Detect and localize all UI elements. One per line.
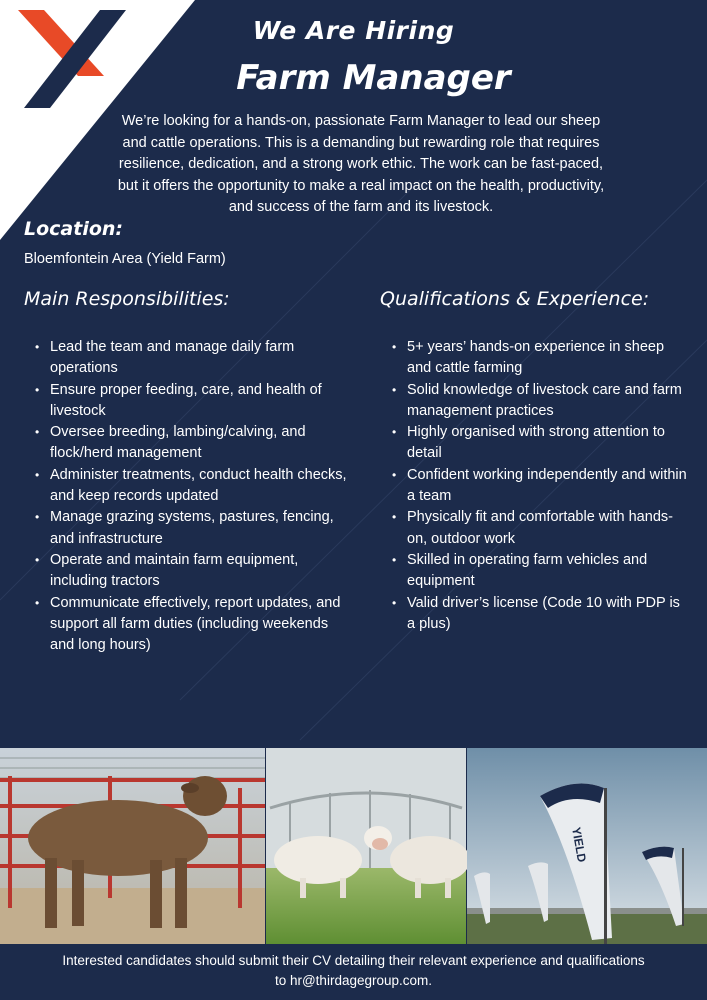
- list-item: • Solid knowledge of livestock care and farm management practices: [392, 380, 692, 423]
- list-item: • Valid driver’s license (Code 10 with PDP is a plus): [392, 593, 692, 636]
- list-item: • Lead the team and manage daily farm operations: [35, 337, 350, 380]
- list-item: • Manage grazing systems, pastures, fencing, and infrastructure: [35, 507, 350, 550]
- list-item: • Ensure proper feeding, care, and health of livestock: [35, 380, 350, 423]
- list-item: • Operate and maintain farm equipment, including tractors: [35, 550, 350, 593]
- responsibilities-list: [35, 337, 350, 656]
- hiring-eyebrow: We Are Hiring: [252, 16, 455, 45]
- event-flags-photo: [467, 748, 707, 944]
- flag-banner-text: YIELD: [569, 826, 589, 864]
- location-heading: Location:: [24, 218, 124, 240]
- responsibilities-heading: Main Responsibilities:: [24, 288, 230, 310]
- list-item: • Communicate effectively, report updates, and support all farm duties (including weekends and long hours): [35, 593, 350, 657]
- list-item: • Highly organised with strong attention to detail: [392, 422, 692, 465]
- list-item: • Physically fit and comfortable with hands-on, outdoor work: [392, 507, 692, 550]
- photo-strip: [0, 748, 707, 944]
- location-value: Bloemfontein Area (Yield Farm): [24, 251, 226, 267]
- list-item: • Skilled in operating farm vehicles and equipment: [392, 550, 692, 593]
- application-instructions-line: Interested candidates should submit their CV detailing their relevant experience and qualifications: [62, 953, 645, 968]
- list-item: • 5+ years’ hands-on experience in sheep and cattle farming: [392, 337, 692, 380]
- list-item: • Oversee breeding, lambing/calving, and flock/herd management: [35, 422, 350, 465]
- list-item: • Confident working independently and within a team: [392, 465, 692, 508]
- application-email: to hr@thirdagegroup.com.: [274, 972, 433, 988]
- job-title: Farm Manager: [236, 58, 511, 98]
- white-sheep-photo: [266, 748, 470, 944]
- application-instructions: [30, 951, 677, 990]
- qualifications-list: [392, 337, 692, 635]
- list-item: • Administer treatments, conduct health checks, and keep records updated: [35, 465, 350, 508]
- qualifications-heading: Qualifications & Experience:: [380, 288, 650, 310]
- sheep-pen-photo: [0, 748, 265, 944]
- job-intro: We’re looking for a hands-on, passionate Farm Manager to lead our sheep and cattle operations. This is a demanding but rewarding role that requires resilience, dedication, and a strong work ethic. The work can be fast-paced, but it offers the opportunity to make a real impact on the health, productivity, and success of the farm and its livestock.: [117, 113, 605, 215]
